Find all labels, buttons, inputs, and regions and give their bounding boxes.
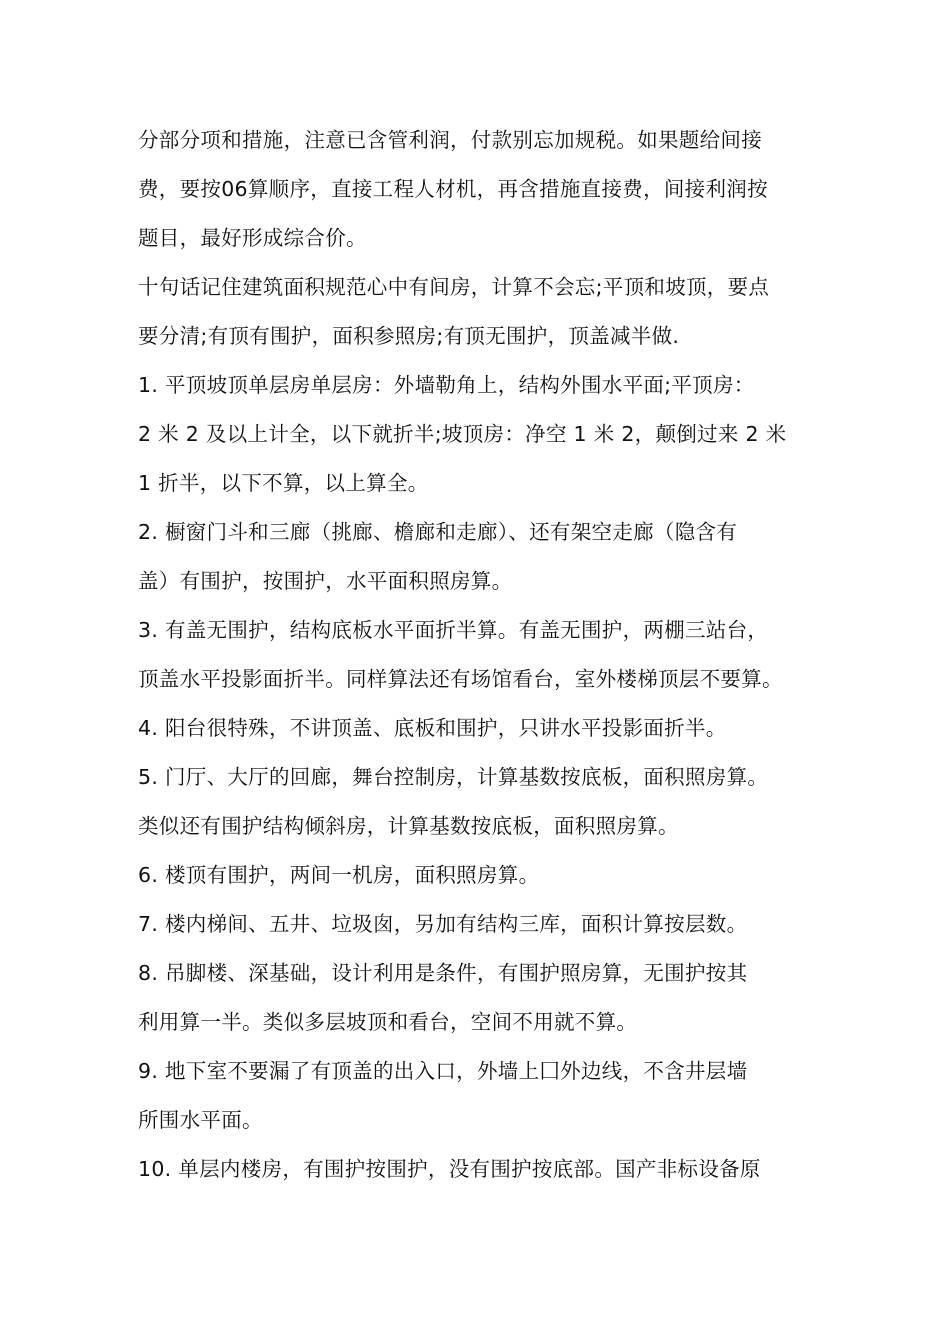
text-line: 费，要按06算顺序，直接工程人材机，再含措施直接费，间接利润按	[138, 177, 768, 201]
text-line: 分部分项和措施，注意已含管利润，付款别忘加规税。如果题给间接	[138, 128, 762, 152]
text-line: 4. 阳台很特殊，不讲顶盖、底板和围护，只讲水平投影面折半。	[138, 716, 727, 740]
text-line: 盖）有围护，按围护，水平面积照房算。	[138, 569, 513, 593]
text-line: 1. 平顶坡顶单层房单层房：外墙勒角上，结构外围水平面;平顶房：	[138, 373, 755, 397]
text-line: 要分清;有顶有围护，面积参照房;有顶无围护，顶盖减半做.	[138, 324, 680, 348]
text-line: 7. 楼内梯间、五井、垃圾囱，另加有结构三库，面积计算按层数。	[138, 912, 748, 936]
text-line: 3. 有盖无围护，结构底板水平面折半算。有盖无围护，两棚三站台，	[138, 618, 769, 642]
text-line: 题目，最好形成综合价。	[138, 226, 367, 250]
text-line: 10. 单层内楼房，有围护按围护，没有围护按底部。国产非标设备原	[138, 1157, 761, 1181]
text-line: 类似还有围护结构倾斜房，计算基数按底板，面积照房算。	[138, 814, 679, 838]
text-line: 2 米 2 及以上计全，以下就折半;坡顶房：净空 1 米 2，颠倒过来 2 米	[138, 422, 787, 446]
text-line: 1 折半，以下不算，以上算全。	[138, 471, 429, 495]
text-line: 5. 门厅、大厅的回廊，舞台控制房，计算基数按底板，面积照房算。	[138, 765, 769, 789]
document-body	[138, 116, 838, 1194]
text-line: 顶盖水平投影面折半。同样算法还有场馆看台，室外楼梯顶层不要算。	[138, 667, 783, 691]
text-line: 9. 地下室不要漏了有顶盖的出入口，外墙上囗外边线，不含井层墙	[138, 1059, 748, 1083]
text-line: 利用算一半。类似多层坡顶和看台，空间不用就不算。	[138, 1010, 638, 1034]
text-line: 2. 橱窗门斗和三廊（挑廊、檐廊和走廊）、还有架空走廊（隐含有	[138, 520, 738, 544]
text-line: 所围水平面。	[138, 1108, 263, 1132]
text-line: 6. 楼顶有围护，两间一机房，面积照房算。	[138, 863, 540, 887]
text-line: 十句话记住建筑面积规范心中有间房，计算不会忘;平顶和坡顶，要点	[138, 275, 770, 299]
text-line: 8. 吊脚楼、深基础，设计利用是条件，有围护照房算，无围护按其	[138, 961, 748, 985]
